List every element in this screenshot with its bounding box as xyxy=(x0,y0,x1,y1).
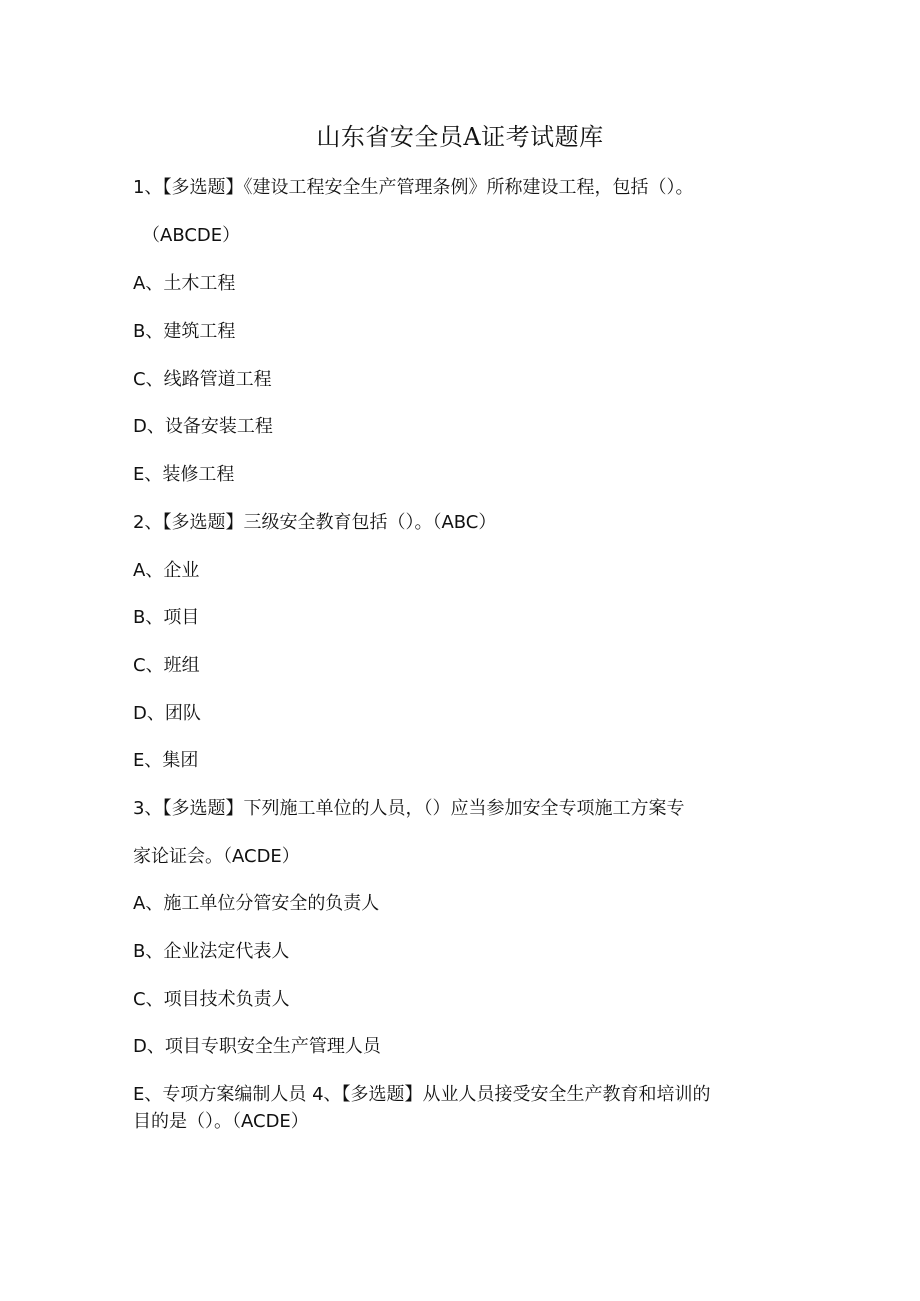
question-1-option-a: A、土木工程 xyxy=(133,273,236,294)
question-2-option-d: D、团队 xyxy=(133,703,201,724)
question-3-stem-continued: 家论证会。（ACDE） xyxy=(133,846,300,867)
question-3-option-c: C、项目技术负责人 xyxy=(133,989,290,1010)
question-3-option-d: D、项目专职安全生产管理人员 xyxy=(133,1036,381,1057)
question-1-stem: 1、【多选题】《建设工程安全生产管理条例》所称建设工程，包括（）。 xyxy=(133,177,694,198)
question-3-stem: 3、【多选题】下列施工单位的人员，（）应当参加安全专项施工方案专 xyxy=(133,798,685,819)
question-3-option-e-question-4-stem: E、专项方案编制人员 4、【多选题】从业人员接受安全生产教育和培训的 xyxy=(133,1084,711,1105)
question-1-option-c: C、线路管道工程 xyxy=(133,369,272,390)
question-1-option-d: D、设备安装工程 xyxy=(133,416,273,437)
question-4-stem-continued: 目的是（）。（ACDE） xyxy=(133,1111,309,1132)
question-2-option-c: C、班组 xyxy=(133,655,200,676)
question-2-option-b: B、项目 xyxy=(133,607,200,628)
question-1-option-e: E、装修工程 xyxy=(133,464,235,485)
question-1-answer: （ABCDE） xyxy=(142,225,241,246)
document-title: 山东省安全员A证考试题库 xyxy=(316,123,604,151)
question-3-option-b: B、企业法定代表人 xyxy=(133,941,290,962)
question-1-option-b: B、建筑工程 xyxy=(133,321,236,342)
question-3-option-a: A、施工单位分管安全的负责人 xyxy=(133,893,380,914)
question-2-option-a: A、企业 xyxy=(133,560,200,581)
question-2-option-e: E、集团 xyxy=(133,750,199,771)
question-2-stem: 2、【多选题】三级安全教育包括（）。（ABC） xyxy=(133,512,497,533)
